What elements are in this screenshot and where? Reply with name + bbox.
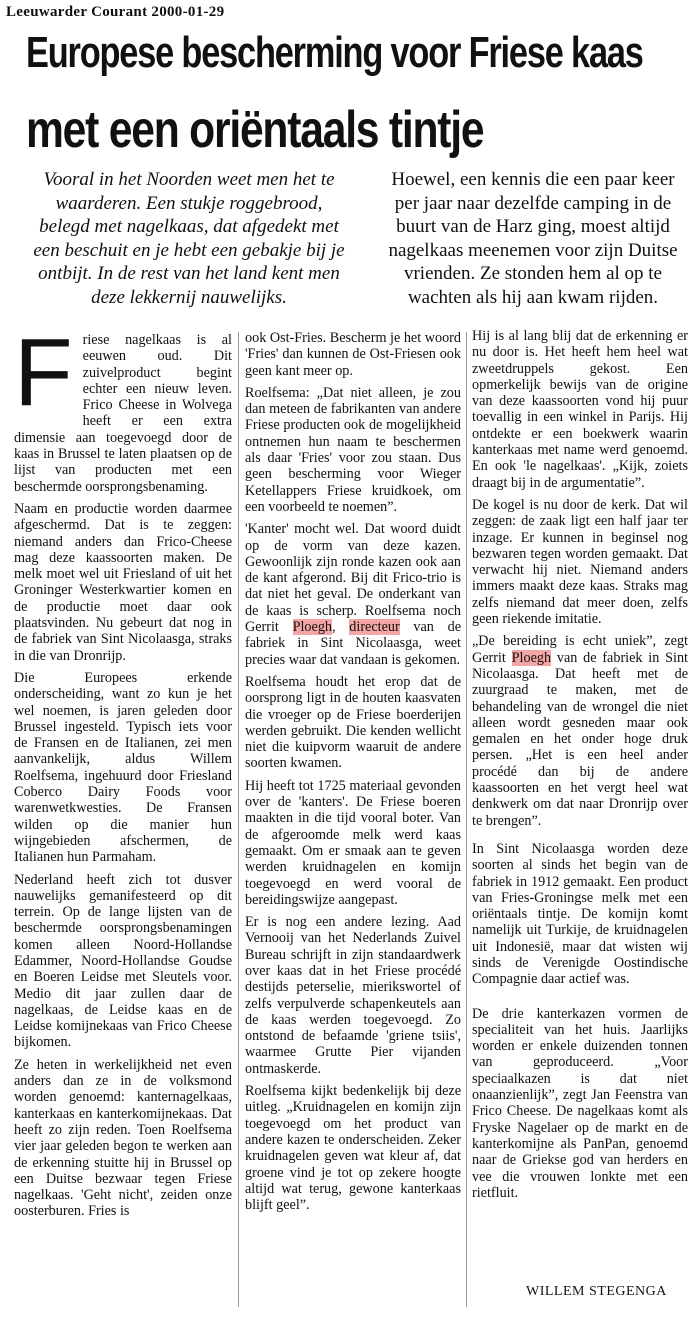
paragraph: Ze heten in werkelijkheid net even anders dan ze in de volksmond worden genoemd: kanternagelkaas, kanterkaas en kanterkomijnekaas. Dat heeft zo zijn reden. Toen Roelfsema vier jaar geleden begon te werken aan de erkenning stuitte hij in Brussel op een Duitse bezwaar tegen Friese nagelkaas. 'Geht nicht', zeiden onze oosterburen. Fries is [14, 1056, 232, 1220]
paragraph-text: , [332, 619, 350, 636]
paragraph [472, 633, 688, 829]
paragraph: Roelfsema kijkt bedenkelijk bij deze uitleg. „Kruidnagelen en komijn zijn toegevoegd om het product van andere kazen te onderscheiden. Zeker kruidnagelen geven wat kleur af, dat groene vind je tot op zekere hoogte altijd wat terug, gewone kanterkaas blijft geel”. [245, 1083, 461, 1214]
paragraph: Roelfsema houdt het erop dat de oorsprong ligt in de houten kaasvaten die vroeger op de Friese boerderijen werden gebruikt. Die kenden wellicht niet die kuipvorm waaruit de andere soorten kwamen. [245, 673, 461, 772]
paragraph: In Sint Nicolaasga worden deze soorten al sinds het begin van de fabriek in 1912 gemaakt. Een product van Fries-Groningse melk met een oriëntaals tintje. De komijn komt namelijk uit Turkije, de kruidnagelen uit Indonesië, maar dat wisten wij sinds de Verenigde Oostindische Compagnie daar actief was. [472, 840, 688, 988]
paragraph [14, 319, 232, 495]
column-divider [466, 332, 467, 1307]
article-column-2 [245, 330, 461, 1219]
article-column-1 [14, 319, 232, 1226]
headline-line-2: met een oriëntaals tintje [26, 101, 484, 159]
paragraph-text: riese nagelkaas is al eeuwen oud. Dit zuivelproduct begint echter een nieuw leven. Frico Cheese in Wolvega heeft er een extra dimensie aan toegevoegd door de kaas in Brussel te laten plaatsen op de lijst van producten met een beschermde oorsprongsbenaming. [14, 332, 232, 495]
paragraph-text: van de fabriek in Sint Nicolaasga. Dat heeft met de zuurgraad te maken, met de behandeling van de wrongel die niet alleen wordt gesneden maar ook gemalen en het onder hoge druk persen. „Het is een heel ander procédé dan bij de andere kaassoorten en het vergt heel wat denkwerk om dat naar Dronrijp over te brengen”. [472, 649, 688, 829]
headline-line-1: Europese bescherming voor Friese kaas [26, 28, 643, 77]
intro-right: Hoewel, een kennis die een paar keer per jaar naar dezelfde camping in de buurt van de Harz ging, moest altijd nagelkaas meenemen voor zijn Duitse vrienden. Ze stonden hem al op te wachten als hij aan kwam rijden. [388, 169, 678, 308]
paragraph: Nederland heeft zich tot dusver nauwelijks gemanifesteerd op dit terrein. Op de lange lijsten van de beschermde oorsprongsbenamingen komen alleen Noord-Hollandse Edammer, Noord-Hollandse Goudse en Boeren Leidse met Sleutels voor. Medio dit jaar zullen daar de nagelkaas, de Leidse kaas en de Leidse komijnekaas van Frico Cheese bijkomen. [14, 871, 232, 1051]
paragraph: Die Europees erkende onderscheiding, want zo kun je het wel noemen, is jaren geleden door Brussel ingesteld. Typisch iets voor de Fransen en de Italianen, zei men aanvankelijk, aldus Willem Roelfsema, ingehuurd door Friesland Coberco Dairy Foods voor warenwetkwesties. De Fransen wilden op die manier hun wijngebieden afschermen, de Italianen hun Parmaham. [14, 669, 232, 866]
highlighted-name: Ploegh [292, 619, 333, 636]
paragraph: Hij is al lang blij dat de erkenning er nu door is. Het heeft hem heel wat zweetdruppels gekost. Een opmerkelijk bewijs van de origine van deze kaassoorten vond hij puur toevallig in een winkel in Parijs. Hij ontdekte er een boekwerk waarin kanterkaas met name werd genoemd. En ook 'le nagelkaas'. „Kijk, zoiets draagt bij in de argumentatie”. [472, 328, 688, 491]
paragraph: ook Ost-Fries. Bescherm je het woord 'Fries' dan kunnen de Ost-Friesen ook geen kant meer op. [245, 330, 461, 379]
highlighted-title: directeur [349, 619, 400, 636]
article-column-3 [472, 328, 688, 1207]
paragraph: Er is nog een andere lezing. Aad Vernooij van het Nederlands Zuivel Bureau schrijft in zijn standaardwerk over kaas dat in het Friese procédé destijds peterselie, mierikswortel of zelfs verpulverde schapenkeutels aan de kaas werden toegevoegd. Zo ontstond de befaamde 'griene tsiis', waarmee Grutte Pier vijanden ontmaskerde. [245, 914, 461, 1077]
drop-cap: F [14, 319, 73, 426]
paragraph: Naam en productie worden daarmee afgeschermd. Dat is te zeggen: niemand anders dan Frico-Cheese mag deze kaassoorten maken. De melk moet wel uit Friesland of uit het Groninger Westerkwartier komen en de productie moet daar ook plaatsvinden. Nu gebeurt dat nog in de fabriek van Sint Nicolaasga, straks in die van Dronrijp. [14, 500, 232, 664]
paragraph-text: 'Kanter' mocht wel. Dat woord duidt op de vorm van deze kazen. Gewoonlijk zijn ronde kazen ook aan de kant afgerond. Bij dit Frico-trio is dat niet het geval. De onderkant van de kaas is scherp. Roelfsema noch Gerrit [245, 521, 461, 636]
paragraph-text: „De bereiding is echt uniek”, zegt Gerrit [472, 633, 688, 666]
paragraph: De kogel is nu door de kerk. Dat wil zeggen: de zaak ligt een half jaar ter inzage. Er kunnen in beginsel nog bezwaren tegen worden gemaakt. Dat verwacht hij niet. Niemand anders immers maakt deze kaas. Straks mag zelfs niemand dat meer doen, zelfs geen riekende imitatie. [472, 496, 688, 628]
paragraph: De drie kanterkazen vormen de specialiteit van het huis. Jaarlijks worden er enkele duizenden tonnen van geproduceerd. „Voor speciaalkazen is dat niet onaanzienlijk”, zegt Jan Feenstra van Frico Cheese. De nagelkaas komt als Fryske Nagelaer op de markt en de kanterkomijne als PanPan, genoemd naar de Griekse god van herders en vee die vrouwen lonkte met een rietfluit. [472, 1005, 688, 1201]
intro-left: Vooral in het Noorden weet men het te waarderen. Een stukje roggebrood, belegd met nagelkaas, dat afgedekt met een beschuit en je hebt een gebakje bij je ontbijt. In de rest van het land kent men deze lekkernij nauwelijks. [33, 169, 345, 308]
paragraph: Roelfsema: „Dat niet alleen, je zou dan meteen de fabrikanten van andere Friese producten ook de mogelijkheid ontnemen hun naam te beschermen als daar 'Fries' voor zou staan. Dus geen bescherming voor Wieger Ketellappers Friese kruidkoek, om een voorbeeld te noemen”. [245, 384, 461, 515]
paragraph [245, 521, 461, 668]
highlighted-name: Ploegh [511, 649, 552, 666]
newspaper-source: Leeuwarder Courant 2000-01-29 [6, 4, 225, 20]
paragraph: Hij heeft tot 1725 materiaal gevonden over de 'kanters'. De Friese boeren maakten in die tijd vooral boter. Van de afgeroomde melk werd kaas gemaakt. Om er smaak aan te geven werden kruidnagelen en komijn toegevoegd en werd vooral de bereidingswijze aangepast. [245, 777, 461, 908]
column-divider [238, 332, 239, 1307]
paragraph-text: van de fabriek in Sint Nicolaasga, weet precies waar dat vandaan is gekomen. [245, 619, 461, 668]
byline: WILLEM STEGENGA [526, 1284, 667, 1299]
